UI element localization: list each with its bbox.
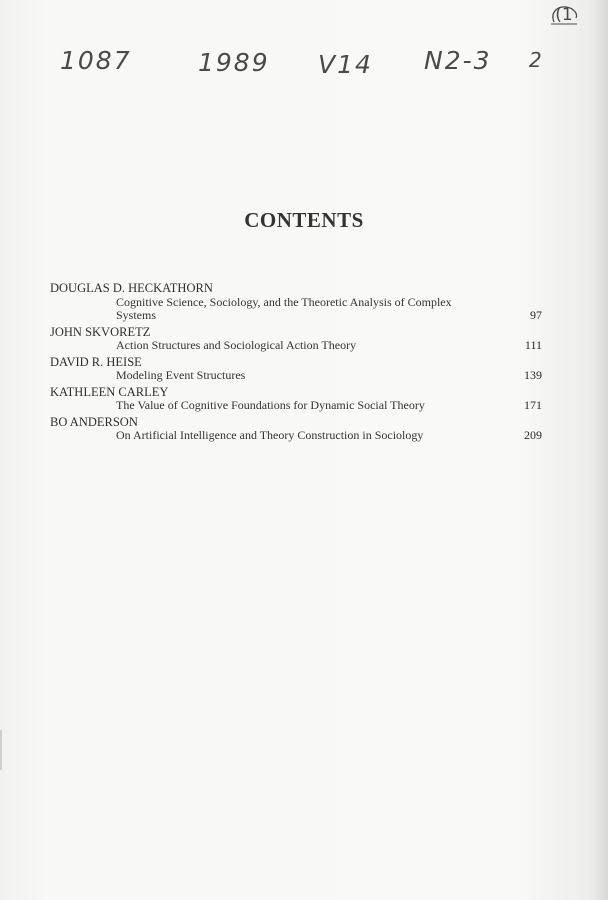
- toc-author: DAVID R. HEISE: [50, 354, 142, 369]
- toc-author: KATHLEEN CARLEY: [50, 384, 169, 399]
- toc-page-number: 139: [524, 368, 542, 382]
- toc-article-title: Modeling Event Structures: [116, 368, 246, 382]
- toc-article-title: Cognitive Science, Sociology, and the Theoretic Analysis of Complex Systems: [116, 294, 452, 322]
- toc-author: DOUGLAS D. HECKATHORN: [50, 281, 213, 295]
- handwritten-circled-text: (1: [555, 5, 573, 25]
- toc-article-title: On Artificial Intelligence and Theory Construction in Sociology: [116, 428, 424, 442]
- toc-entry: [50, 282, 542, 323]
- toc-entry: [50, 356, 542, 383]
- toc-page-number: 97: [530, 308, 542, 322]
- page-title: CONTENTS: [244, 208, 364, 232]
- toc-article-row: [50, 369, 542, 383]
- handwritten-circled-mark: [548, 4, 580, 26]
- handwritten-note-year: 1989: [198, 48, 270, 77]
- toc-entry: [50, 326, 542, 353]
- toc-author: JOHN SKVORETZ: [50, 324, 151, 339]
- toc-entry: [50, 386, 542, 413]
- toc-article-row: [50, 339, 542, 353]
- scan-margin-mark: [0, 730, 2, 770]
- toc-article-row: [50, 429, 542, 443]
- toc-article-title: Action Structures and Sociological Action Theory: [116, 338, 357, 352]
- handwritten-note-volume: V14: [318, 50, 373, 79]
- handwritten-note-number: 1087: [60, 46, 132, 75]
- toc-page-number: 111: [524, 338, 542, 352]
- table-of-contents: [50, 282, 542, 446]
- toc-page-number: 171: [524, 398, 542, 412]
- handwritten-note-issue: N2-3: [424, 46, 492, 75]
- toc-page-number: 209: [524, 428, 542, 442]
- toc-entry: [50, 416, 542, 443]
- toc-article-title: The Value of Cognitive Foundations for Dynamic Social Theory: [116, 398, 425, 412]
- toc-article-row: [50, 399, 542, 413]
- toc-author: BO ANDERSON: [50, 414, 138, 429]
- handwritten-note-copy: 2: [529, 48, 544, 72]
- toc-article-row: [50, 296, 542, 323]
